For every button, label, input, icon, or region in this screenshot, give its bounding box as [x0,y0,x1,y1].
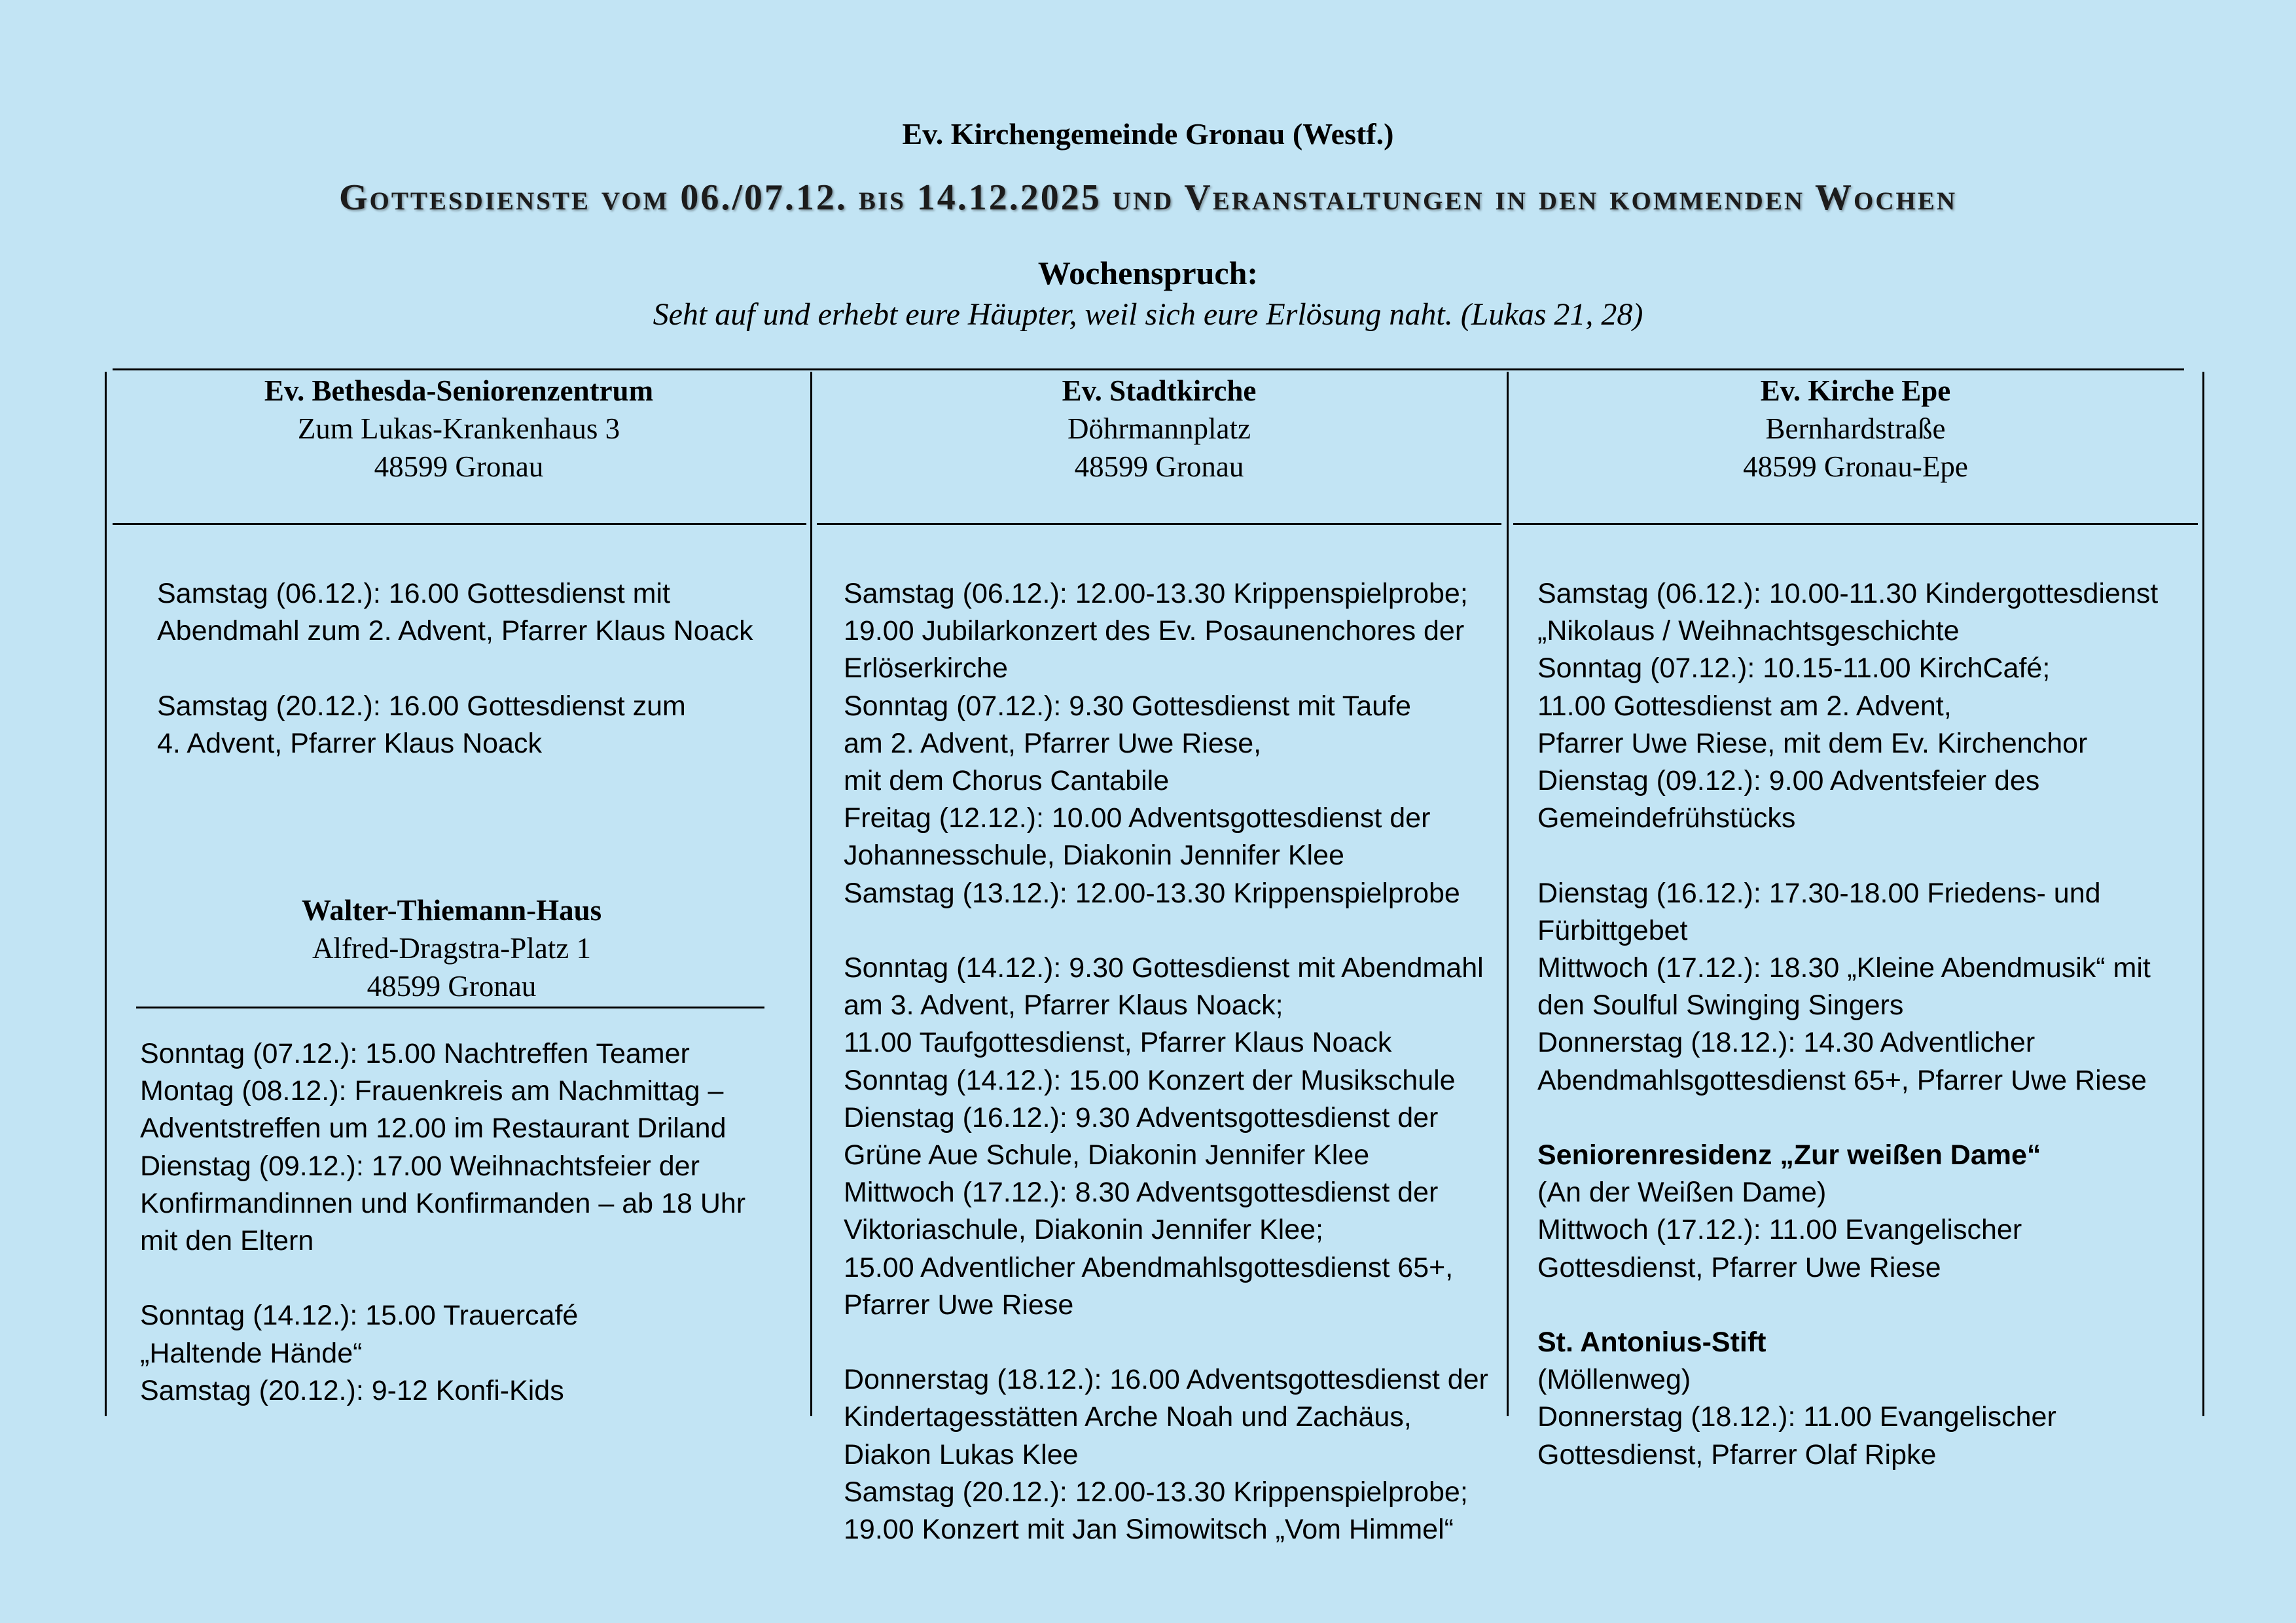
event-line: 19.00 Konzert mit Jan Simowitsch „Vom Himmel“ [844,1514,1454,1546]
column-2-header-rule [817,523,1501,525]
column-1-entries [157,575,753,762]
event-line: Sonntag (14.12.): 15.00 Trauercafé [140,1300,579,1332]
event-line: Erlöserkirche [844,652,1008,685]
event-line: Samstag (20.12.): 9-12 Konfi-Kids [140,1374,564,1406]
event-line: Dienstag (16.12.): 9.30 Adventsgottesdienst der [844,1101,1439,1133]
event-line: Samstag (20.12.): 12.00-13.30 Krippenspielprobe; [844,1476,1468,1508]
column-divider-2 [1507,372,1509,1416]
table-right-border [2202,372,2204,1416]
event-line: Sonntag (07.12.): 15.00 Nachtreffen Teamer [140,1038,690,1069]
location-heading: St. Antonius-Stift [1537,1327,1767,1359]
spacer [1537,1099,2158,1137]
motto-text: Seht auf und erhebt eure Häupter, weil sich eure Erlösung naht. (Lukas 21, 28) [653,297,1643,332]
column-1-title: Ev. Bethesda-Seniorenzentrum [264,374,654,407]
event-line: Samstag (13.12.): 12.00-13.30 Krippenspielprobe [844,877,1460,909]
event-line: 19.00 Jubilarkonzert des Ev. Posaunenchores der [844,615,1465,647]
column-1-city: 48599 Gronau [374,450,544,483]
spacer [1537,1287,2158,1324]
event-line: Samstag (06.12.): 16.00 Gottesdienst mit [157,578,670,609]
event-line: Grüne Aue Schule, Diakonin Jennifer Klee [844,1139,1370,1171]
spacer [844,1324,1488,1361]
column-1-street: Zum Lukas-Krankenhaus 3 [297,412,620,445]
spacer [844,912,1488,950]
event-line: Sonntag (14.12.): 15.00 Konzert der Musikschule [844,1064,1456,1096]
organization-name: Ev. Kirchengemeinde Gronau (Westf.) [902,117,1394,151]
event-line: Dienstag (16.12.): 17.30-18.00 Friedens- und [1537,877,2101,909]
column-2-city: 48599 Gronau [1074,450,1244,483]
spacer [1537,837,2158,874]
location-heading: Seniorenresidenz „Zur weißen Dame“ [1537,1139,2041,1171]
event-line: Adventstreffen um 12.00 im Restaurant Driland [140,1113,726,1145]
event-line: Gemeindefrühstücks [1537,802,1796,834]
subsection-city: 48599 Gronau [367,970,537,1003]
column-divider-1 [810,372,812,1416]
event-line: Mittwoch (17.12.): 18.30 „Kleine Abendmusik“ mit [1537,952,2151,984]
spacer [157,650,753,687]
column-3-street: Bernhardstraße [1765,412,1946,445]
event-line: 11.00 Gottesdienst am 2. Advent, [1537,690,1952,722]
event-line: Dienstag (09.12.): 9.00 Adventsfeier des [1537,765,2040,797]
event-line: Freitag (12.12.): 10.00 Adventsgottesdienst der [844,802,1431,834]
event-line: Mittwoch (17.12.): 11.00 Evangelischer [1537,1214,2022,1246]
column-3-entries [1537,575,2158,1474]
event-line: mit den Eltern [140,1225,314,1257]
event-line: Fürbittgebet [1537,914,1688,946]
event-line: Sonntag (14.12.): 9.30 Gottesdienst mit Abendmahl [844,952,1484,984]
table-top-rule [113,368,2184,370]
column-3-city: 48599 Gronau-Epe [1743,450,1968,483]
column-2-street: Döhrmannplatz [1067,412,1251,445]
column-1-subsection-entries [140,1035,745,1410]
event-line: Kindertagesstätten Arche Noah und Zachäus, [844,1401,1412,1433]
event-line: „Nikolaus / Weihnachtsgeschichte [1537,615,1960,647]
event-line: Donnerstag (18.12.): 16.00 Adventsgottesdienst der [844,1364,1488,1396]
subsection-title: Walter-Thiemann-Haus [301,894,602,927]
column-1-header-rule [113,523,806,525]
column-2-header [812,372,1506,486]
table-left-border [105,372,107,1416]
event-line: Abendmahl zum 2. Advent, Pfarrer Klaus Noack [157,615,753,647]
subsection-street: Alfred-Dragstra-Platz 1 [312,932,592,965]
event-line: Viktoriaschule, Diakonin Jennifer Klee; [844,1214,1323,1246]
event-line: Samstag (20.12.): 16.00 Gottesdienst zum [157,690,686,722]
event-line: Gottesdienst, Pfarrer Olaf Ripke [1537,1438,1937,1471]
event-line: Konfirmandinnen und Konfirmanden – ab 18 Uhr [140,1187,746,1219]
event-line: Diakon Lukas Klee [844,1438,1079,1471]
event-line: Mittwoch (17.12.): 8.30 Adventsgottesdienst der [844,1177,1439,1209]
event-line: am 2. Advent, Pfarrer Uwe Riese, [844,727,1262,759]
event-line: Samstag (06.12.): 12.00-13.30 Krippenspielprobe; [844,578,1468,609]
event-line: Sonntag (07.12.): 9.30 Gottesdienst mit Taufe [844,690,1411,722]
column-2-entries [844,575,1488,1548]
event-line: Abendmahlsgottesdienst 65+, Pfarrer Uwe Riese [1537,1064,2147,1096]
event-line: (Möllenweg) [1537,1364,1691,1396]
column-3-header-rule [1513,523,2198,525]
event-line: Pfarrer Uwe Riese [844,1289,1074,1321]
event-line: 11.00 Taufgottesdienst, Pfarrer Klaus Noack [844,1027,1392,1059]
event-line: Samstag (06.12.): 10.00-11.30 Kindergottesdienst [1537,578,2159,609]
event-line: Sonntag (07.12.): 10.15-11.00 KirchCafé; [1537,652,2051,685]
event-line: den Soulful Swinging Singers [1537,990,1904,1022]
event-line: 15.00 Adventlicher Abendmahlsgottesdienst 65+, [844,1251,1454,1283]
page-headline: Gottesdienste vom 06./07.12. bis 14.12.2025 und Veranstaltungen in den kommenden Wochen [338,177,1957,218]
event-line: am 3. Advent, Pfarrer Klaus Noack; [844,990,1283,1022]
event-line: Donnerstag (18.12.): 14.30 Adventlicher [1537,1027,2036,1059]
event-line: Donnerstag (18.12.): 11.00 Evangelischer [1537,1401,2056,1433]
event-line: Pfarrer Uwe Riese, mit dem Ev. Kirchenchor [1537,727,2088,759]
column-1-subsection-header [108,891,795,1005]
column-3-title: Ev. Kirche Epe [1760,374,1951,407]
event-line: 4. Advent, Pfarrer Klaus Noack [157,727,542,759]
event-line: „Haltende Hände“ [140,1337,363,1369]
event-line: Gottesdienst, Pfarrer Uwe Riese [1537,1251,1941,1283]
column-2-title: Ev. Stadtkirche [1062,374,1257,407]
event-line: Montag (08.12.): Frauenkreis am Nachmittag – [140,1075,724,1107]
event-line: Johannesschule, Diakonin Jennifer Klee [844,840,1344,872]
event-line: (An der Weißen Dame) [1537,1177,1827,1209]
subsection-rule [136,1007,764,1008]
event-line: Dienstag (09.12.): 17.00 Weihnachtsfeier der [140,1150,700,1182]
spacer [140,1260,745,1297]
event-line: mit dem Chorus Cantabile [844,765,1170,797]
column-1-header [108,372,810,486]
column-3-header [1509,372,2202,486]
motto-label: Wochenspruch: [1037,255,1259,291]
